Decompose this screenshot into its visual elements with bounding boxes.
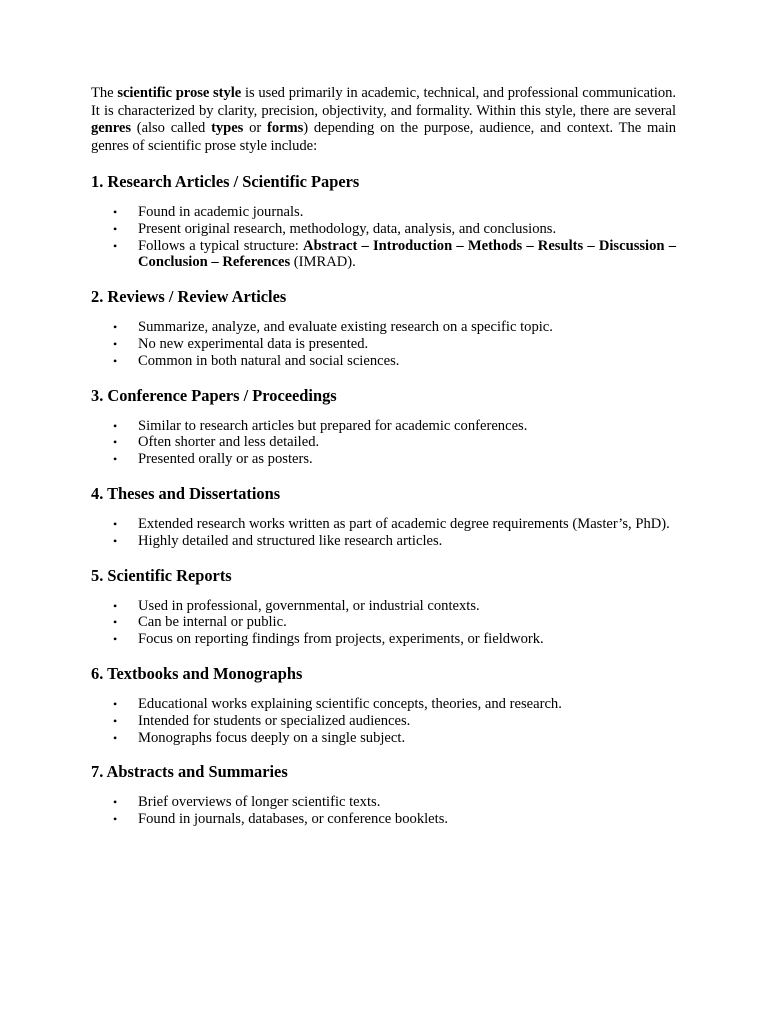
- list-item: [91, 434, 676, 451]
- list-item-text: Present original research, methodology, data, analysis, and conclusions.: [138, 220, 557, 237]
- section-heading: 6. Textbooks and Monographs: [91, 663, 303, 683]
- list-item-text: Used in professional, governmental, or industrial contexts.: [138, 597, 480, 614]
- list-item: [91, 713, 676, 730]
- section-heading: 2. Reviews / Review Articles: [91, 287, 287, 307]
- imrad-structure: Abstract – Introduction – Methods – Results – Discussion – Conclusion – References: [138, 237, 676, 271]
- list-item-text: Highly detailed and structured like research articles.: [138, 532, 443, 549]
- bullet-icon: •: [113, 730, 118, 745]
- list-item-text: Focus on reporting findings from projects, experiments, or fieldwork.: [138, 631, 544, 648]
- list-item-text: Extended research works written as part of academic degree requirements (Master’s, PhD).: [138, 515, 670, 532]
- list-item-text: Can be internal or public.: [138, 614, 287, 631]
- bullet-icon: •: [113, 812, 118, 827]
- list-item: [91, 336, 676, 353]
- bullet-list: [91, 598, 676, 648]
- list-item: [91, 516, 676, 533]
- intro-text: is used primarily in academic, technical, and professional communication. It is characterized by clarity, precision, objectivity, and formality. Within this style, there are several: [91, 85, 677, 119]
- list-item: [91, 353, 676, 370]
- list-item-text: Follows a typical structure:: [138, 237, 304, 254]
- intro-bold-term: genres: [91, 120, 131, 136]
- bullet-icon: •: [113, 336, 118, 351]
- bullet-icon: •: [113, 418, 118, 433]
- list-item: [91, 794, 676, 811]
- bullet-list: [91, 696, 676, 746]
- list-item: [91, 811, 676, 828]
- list-item-text: Brief overviews of longer scientific texts.: [138, 794, 381, 811]
- intro-bold-term: scientific prose style: [117, 85, 242, 101]
- list-item: [91, 533, 676, 550]
- list-item: [91, 238, 676, 272]
- document-page: [91, 85, 676, 828]
- bullet-list: [91, 319, 676, 369]
- bullet-icon: •: [113, 238, 118, 253]
- intro-paragraph: [91, 85, 676, 155]
- intro-text: or: [243, 120, 268, 136]
- intro-bold-term: forms: [267, 120, 304, 136]
- section-heading: 5. Scientific Reports: [91, 565, 232, 585]
- bullet-icon: •: [113, 353, 118, 368]
- list-item-text: Presented orally or as posters.: [138, 451, 313, 468]
- bullet-icon: •: [113, 533, 118, 548]
- bullet-icon: •: [113, 435, 118, 450]
- list-item: [91, 221, 676, 238]
- list-item-text: Educational works explaining scientific concepts, theories, and research.: [138, 695, 562, 712]
- bullet-icon: •: [113, 713, 118, 728]
- list-item-text: (IMRAD).: [290, 254, 356, 271]
- section-heading: 3. Conference Papers / Proceedings: [91, 385, 337, 405]
- list-item: [91, 204, 676, 221]
- bullet-icon: •: [113, 598, 118, 613]
- list-item-text: Found in academic journals.: [138, 204, 304, 220]
- list-item-text: Monographs focus deeply on a single subject.: [138, 729, 406, 746]
- list-item: [91, 631, 676, 648]
- list-item-text: Intended for students or specialized audiences.: [138, 712, 411, 729]
- bullet-list: [91, 418, 676, 468]
- intro-bold-term: types: [211, 120, 244, 136]
- list-item: [91, 730, 676, 747]
- bullet-icon: •: [113, 696, 118, 711]
- list-item-text: Common in both natural and social sciences.: [138, 352, 400, 369]
- list-item: [91, 696, 676, 713]
- list-item: [91, 319, 676, 336]
- bullet-icon: •: [113, 221, 118, 236]
- intro-text: (also called: [130, 120, 212, 136]
- list-item-text: Found in journals, databases, or conference booklets.: [138, 811, 449, 828]
- bullet-icon: •: [113, 205, 118, 219]
- list-item-text: Often shorter and less detailed.: [138, 434, 320, 451]
- bullet-icon: •: [113, 452, 118, 467]
- list-item-text: Similar to research articles but prepared for academic conferences.: [138, 417, 528, 434]
- list-item: [91, 598, 676, 615]
- section-heading: 1. Research Articles / Scientific Papers: [91, 172, 360, 191]
- section-heading: 7. Abstracts and Summaries: [91, 762, 288, 782]
- list-item-text: No new experimental data is presented.: [138, 335, 369, 352]
- bullet-icon: •: [113, 320, 118, 335]
- intro-text: ) depending on the purpose, audience, and context. The main genres of scientific prose style include:: [91, 120, 676, 154]
- bullet-list: [91, 516, 676, 550]
- bullet-icon: •: [113, 795, 118, 810]
- bullet-list: [91, 204, 676, 271]
- bullet-icon: •: [113, 615, 118, 630]
- bullet-icon: •: [113, 516, 118, 531]
- intro-text: The: [91, 85, 118, 101]
- list-item: [91, 418, 676, 435]
- list-item: [91, 614, 676, 631]
- section-heading: 4. Theses and Dissertations: [91, 483, 281, 503]
- list-item: [91, 451, 676, 468]
- list-item-text: Summarize, analyze, and evaluate existing research on a specific topic.: [138, 319, 553, 336]
- bullet-icon: •: [113, 632, 118, 647]
- bullet-list: [91, 794, 676, 828]
